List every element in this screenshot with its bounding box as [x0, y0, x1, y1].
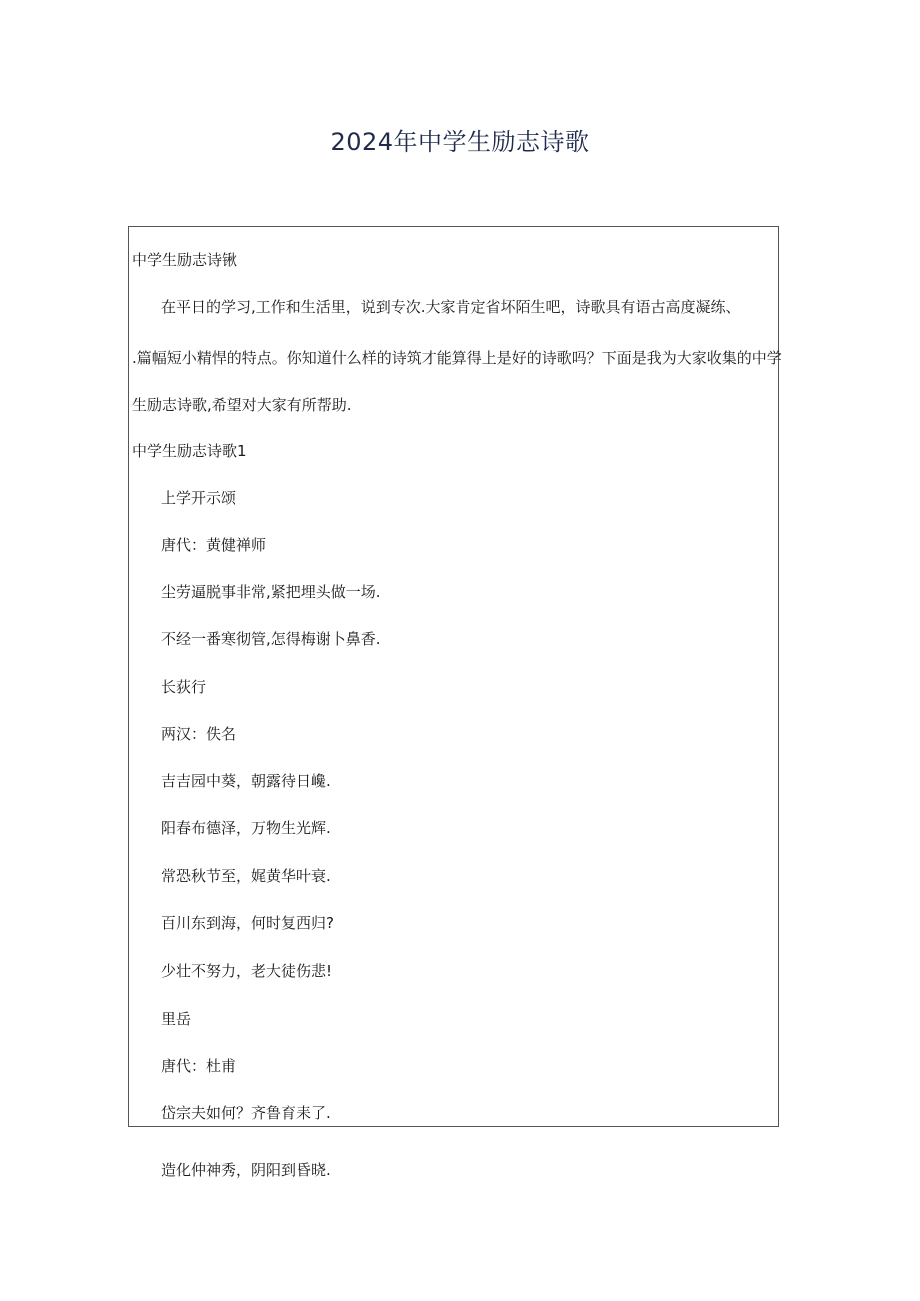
poem-author: 两汉：佚名: [161, 725, 237, 743]
poem-line: 少壮不努力，老大徒伤悲!: [161, 962, 333, 980]
poem-line: 百川东到海，何时复西归?: [161, 914, 334, 932]
intro-paragraph-line: 生励志诗歌,希望对大家有所帮助.: [132, 396, 352, 414]
poem-line: 造化仲神秀，阴阳到昏晓.: [161, 1161, 331, 1179]
poem-line: 不经一番寒彻管,怎得梅谢卜鼻香.: [161, 630, 381, 648]
poem-line: 岱宗夫如何？齐鲁育耒了.: [161, 1104, 331, 1122]
section-heading: 中学生励志诗歌1: [132, 442, 247, 460]
poem-author: 唐代：杜甫: [161, 1057, 237, 1075]
document-title: 2024年中学生励志诗歌: [330, 128, 590, 156]
poem-title: 上学开示颂: [161, 489, 237, 507]
poem-author: 唐代：黄健禅师: [161, 536, 267, 554]
poem-line: 吉吉园中葵，朝露待日巉.: [161, 772, 331, 790]
poem-title: 里岳: [161, 1010, 192, 1028]
poem-title: 长荻行: [161, 678, 207, 696]
section-heading: 中学生励志诗锹: [132, 251, 238, 269]
poem-line: 尘劳逼脱事非常,紧把埋头做一场.: [161, 583, 381, 601]
poem-line: 常恐秋节至，娓黄华叶衰.: [161, 867, 331, 885]
poem-line: 阳春布德泽，万物生光辉.: [161, 819, 331, 837]
intro-paragraph-line: 在平日的学习,工作和生活里，说到专次.大家肯定省坏陌生吧，诗歌具有语古高度凝练、: [161, 298, 741, 316]
intro-paragraph-line: .篇幅短小精悍的特点。你知道什么样的诗筑才能算得上是好的诗歌吗？下面是我为大家收集的中学: [132, 349, 782, 367]
